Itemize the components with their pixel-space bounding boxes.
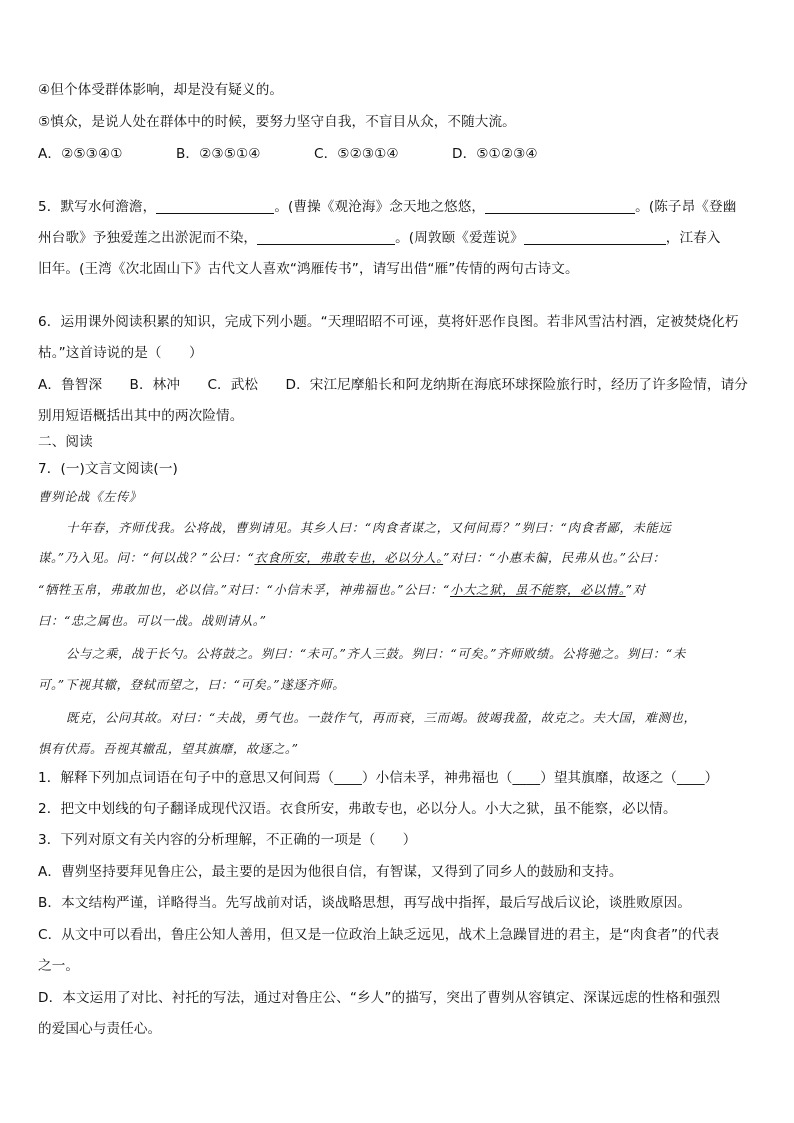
q5-text-6: ，江春入	[665, 230, 721, 246]
section-heading: 二、阅读	[38, 434, 93, 450]
question-2: 2．把文中划线的句子翻译成现代汉语。衣食所安，弗敢专也，必以分人。小大之狱，虽不能察，必以情。	[38, 801, 677, 817]
q5-blank-3[interactable]	[257, 230, 395, 245]
underlined-sentence-1: 衣食所安，弗敢专也，必以分人。	[254, 550, 444, 565]
q3-option-b: B．本文结构严谨，详略得当。先写战前对话，谈战略思想，再写战中指挥，最后写战后议论，谈胜败原因。	[38, 895, 692, 911]
passage-text: ”对	[625, 582, 646, 597]
q4-item-4: ④但个体受群体影响，却是没有疑义的。	[38, 82, 284, 98]
passage-p1-line-3	[38, 580, 646, 600]
q6-line-3: A．鲁智深 B．林冲 C．武松 D．宋江尼摩船长和阿龙纳斯在海底环球探险旅行时，经历了许多险情，请分	[38, 377, 748, 393]
q5-text-2: 。(曹操《观沧海》念天地之悠悠，	[274, 199, 486, 215]
q4-options	[38, 144, 538, 164]
q3-option-d-line-1: D．本文运用了对比、衬托的写法，通过对鲁庄公、“乡人”的描写，突出了曹刿从容镇定、深谋远虑的性格和强烈	[38, 990, 721, 1006]
q6-line-4: 别用短语概括出其中的两次险情。	[38, 408, 244, 424]
q5-line-3: 旧年。(王湾《次北固山下》古代文人喜欢“鸿雁传书”，请写出借“雁”传情的两句古诗文。	[38, 261, 579, 277]
passage-text: 谋。”乃入见。问：“何以战？”公曰：“	[38, 550, 255, 565]
q4-item-5: ⑤慎众，是说人处在群体中的时候，要努力坚守自我，不盲目从众，不随大流。	[38, 114, 516, 130]
q3-option-d-line-2: 的爱国心与责任心。	[38, 1021, 162, 1037]
q5-blank-4[interactable]	[524, 230, 666, 245]
passage-text: ”对曰：“小惠未徧，民弗从也。”公曰：	[443, 550, 666, 565]
passage-p1-line-1: 十年春，齐师伐我。公将战，曹刿请见。其乡人曰：“肉食者谋之，又何间焉？”刿曰：“肉食者鄙，未能远	[66, 520, 672, 535]
passage-p3-line-2: 惧有伏焉。吾视其辙乱，望其旗靡，故逐之。”	[38, 741, 299, 756]
q5-text-3: 。(陈子昂《登幽	[635, 199, 737, 215]
q5-line-2	[38, 228, 721, 248]
passage-p2-line-2: 可。”下视其辙，登轼而望之，曰：“可矣。”遂逐齐师。	[38, 677, 346, 692]
q4-option-c: C．⑤②③①④	[314, 146, 399, 162]
q6-line-1: 6．运用课外阅读积累的知识，完成下列小题。“天理昭昭不可诬，莫将奸恶作良图。若非风雪沽村酒，定被焚烧化朽	[38, 314, 739, 330]
q3-option-c-line-2: 之一。	[38, 958, 80, 974]
q5-text-4: 州台歌》予独爱莲之出淤泥而不染，	[38, 230, 258, 246]
q5-blank-1[interactable]	[156, 199, 274, 214]
passage-p1-line-4: 曰：“忠之属也。可以一战。战则请从。”	[38, 613, 267, 628]
q5-text-5: 。(周敦颐《爱莲说》	[395, 230, 524, 246]
q5-blank-2[interactable]	[485, 199, 635, 214]
q4-option-d: D．⑤①②③④	[452, 146, 538, 162]
passage-p1-line-2	[38, 548, 666, 568]
passage-p2-line-1: 公与之乘，战于长勺。公将鼓之。刿曰：“未可。”齐人三鼓。刿曰：“可矣。”齐师败绩。公将驰之。刿曰：“未	[66, 646, 686, 661]
passage-text: “牺牲玉帛，弗敢加也，必以信。”对曰：“小信未孚，神弗福也。”公曰：“	[38, 582, 450, 597]
q5-line-1	[38, 197, 736, 217]
passage-title: 曹刿论战《左传》	[38, 489, 142, 504]
question-1: 1．解释下列加点词语在句子中的意思又何间焉（____）小信未孚，神弗福也（____）望其旗靡，故逐之（____）	[38, 770, 719, 786]
q3-option-c-line-1: C．从文中可以看出，鲁庄公知人善用，但又是一位政治上缺乏远见，战术上急躁冒进的君主，是“肉食者”的代表	[38, 927, 720, 943]
passage-p3-line-1: 既克，公问其故。对曰：“夫战，勇气也。一鼓作气，再而衰，三而竭。彼竭我盈，故克之。夫大国，难测也，	[66, 710, 697, 725]
q4-option-b: B．②③⑤①④	[176, 146, 261, 162]
q4-option-a: A．②⑤③④①	[38, 146, 123, 162]
q7-title: 7．(一)文言文阅读(一)	[38, 461, 178, 477]
q3-option-a: A．曹刿坚持要拜见鲁庄公，最主要的是因为他很自信，有智谋，又得到了同乡人的鼓励和支持。	[38, 864, 623, 880]
question-3: 3．下列对原文有关内容的分析理解，不正确的一项是（ ）	[38, 832, 417, 848]
underlined-sentence-2: 小大之狱，虽不能察，必以情。	[450, 582, 626, 597]
q6-line-2: 枯。”这首诗说的是（ ）	[38, 345, 203, 361]
q5-text-1: 5．默写水何澹澹，	[38, 199, 157, 215]
